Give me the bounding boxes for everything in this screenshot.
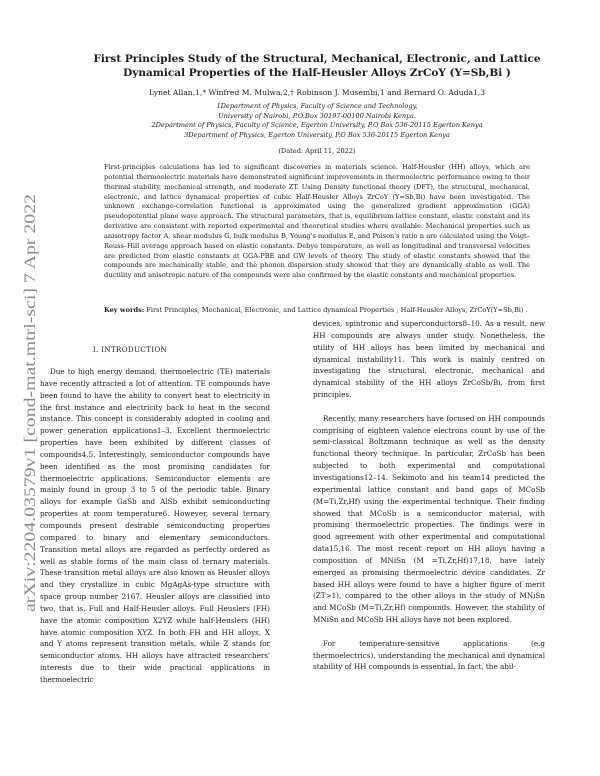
arxiv-stamp bbox=[8, 192, 44, 612]
affiliations bbox=[62, 102, 572, 140]
keywords-label: Key words: bbox=[104, 306, 145, 314]
dated-line: (Dated: April 11, 2022) bbox=[278, 147, 356, 155]
author-list: Lynet Allan,1,* Winfred M. Mulwa,2,† Robinson J. Musembi,1 and Bernard O. Aduda1,3 bbox=[148, 88, 486, 97]
arxiv-stamp-svg bbox=[8, 192, 44, 612]
affiliation-1a: 1Department of Physics, Faculty of Science and Technology, bbox=[216, 102, 418, 110]
affiliation-2: 2Department of Physics, Faculty of Science, Egerton University, P.O Box 536-20115 Egerton Kenya bbox=[151, 121, 483, 130]
arxiv-stamp-text: arXiv:2204.03579v1 [cond-mat.mtrl-sci] 7 Apr 2022 bbox=[22, 284, 39, 612]
paper-title bbox=[72, 52, 562, 80]
abstract-text: First-principles calculations has led to significant discoveries in materials science. Half-Heusler (HH) alloys, which are potential thermoelectric materials have demonstrated significant improvements in thermoelectric performance owing to their thermal stability, mechanical strength, and moderate ZT. Using Density functional theory (DFT), the structural, mechanical, electronic, and lattice dynamical properties of cubic Half-Heusler Alloys ZrCoY (Y=Sb,Bi) have been investigated. The unknown exchange-correlation functional is approximated using the generalized gradient approximation (GGA) pseudopotential plane wave approach. The structural parameters, that is, equilibrium lattice constant, elastic constant and its derivative are consistent with reported experimental and theoretical studies where available. Mechanical properties such as anisotropy factor A, shear modulus G, bulk modulus B, Young's modulus E, and Poison's ratio n are calculated using the Voigt–Reuss–Hill average approach based on elastic constants. Debye temperature, as well as longitudinal and transversal velocities are predicted from elastic constants at GGA-PBE and GW levels of theory. The study of elastic constants showed that the compounds are mechanically stable, and the phonon dispersion study showed that they are dynamically stable as well. The ductility and anisotropic nature of the compounds were also confirmed by the elastic constants and mechanical properties. bbox=[104, 163, 530, 280]
right-paragraph-2: Recently, many researchers have focused on HH compounds comprising of eighteen valence electrons count by use of the semi-classical Boltzmann technique as well as the density functional theory technique. In particular, ZrCoSb has been subjected to both experimental and computational investigations12–14. Sekimoto and his team14 predicted the experimental lattice constant and band gaps of MCoSb (M=Ti,Zr,Hf) using the experimental technique. Their finding showed that MCoSb is a semiconductor material, with promising thermoelectric properties. The findings were in good agreement with other experimental and computational data15,16. The most recent report on HH alloys having a composition of MNiSn (M =Ti,Zr,Hf)17,18, have lately emerged as promising thermoelectric device candidates. Zr based HH alloys were found to have a higher figure of merit (ZT>1), compared to the other alloys in the study of MNiSn and MCoSb (M=Ti,Zr,Hf) compounds. However, the stability of MNiSn and MCoSb HH alloys have not been explored. bbox=[313, 413, 545, 625]
affiliation-3: 3Department of Physics, Egerton University, P.O Box 536-20115 Egerton Kenya bbox=[184, 130, 450, 139]
right-column bbox=[313, 318, 545, 673]
section-heading-introduction: I. INTRODUCTION bbox=[92, 345, 168, 354]
keywords bbox=[104, 306, 530, 316]
abstract bbox=[104, 163, 530, 281]
title-line-2: Dynamical Properties of the Half-Heusler Alloys ZrCoY (Y=Sb,Bi ) bbox=[123, 67, 511, 79]
keywords-text: First Principles, Mechanical, Electronic, and Lattice dynamical Properties , Half-Heusler Alloys, ZrCoY(Y=Sb,Bi) . bbox=[146, 306, 528, 314]
right-paragraph-3: For temperature-sensitive applications (e.g thermoelectrics), understanding the mechanical and dynamical stability of HH compounds is essential. In fact, the abil- bbox=[313, 638, 545, 672]
affiliation-1b: University of Nairobi, P.O.Box 30197-00100 Nairobi Kenya. bbox=[218, 111, 416, 120]
left-paragraph-1: Due to high energy demand, thermoelectric (TE) materials have recently attracted a lot of attention. TE compounds have been found to have the ability to convert heat to electricity in the first instance and electricity back to heat in the second instance. This concept is considerably adopted in cooling and power generation applications1–3. Excellent thermoelectric properties have been exhibited by different classes of compounds4,5. Interestingly, semiconductor compounds have been identified as the most promising candidates for thermoelectric applications. Semiconductor elements are mainly found in group 3 to 5 of the periodic table. Binary alloys for example GaSb and AlSb exhibit semiconducting properties at room temperature6. However, several ternary compounds present desirable semiconducting properties compared to binary and elementary semiconductors. Transition metal alloys are regarded as perfectly ordered as well as stable forms of the main class of ternary materials. These transition metal alloys are also known as Heusler alloys and they crystallize in cubic MgAgAs-type structure with space group number 2167. Heusler alloys are classified into two, that is, Full and Half-Heusler alloys. Full Heuslers (FH) have the atomic composition X2YZ while half-Heuslers (HH) have atomic composition XYZ. In both FH and HH alloys, X and Y atoms represent transition metals, while Z stands for semiconductor atoms. HH alloys have attracted researchers' interests due to their wide practical applications in thermoelectric bbox=[40, 367, 270, 684]
left-column bbox=[40, 366, 270, 686]
right-paragraph-1: devices, spintronic and superconductors8–10. As a result, new HH compounds are always under study. Nonetheless, the utility of HH alloys has been limited by mechanical and dynamical instability11. This work is mainly centred on investigating the structural, electronic, mechanical and dynamical stability of the HH alloys ZrCoSb/Bi, from first principles. bbox=[313, 319, 545, 400]
title-line-1: First Principles Study of the Structural, Mechanical, Electronic, and Lattice bbox=[93, 53, 541, 65]
